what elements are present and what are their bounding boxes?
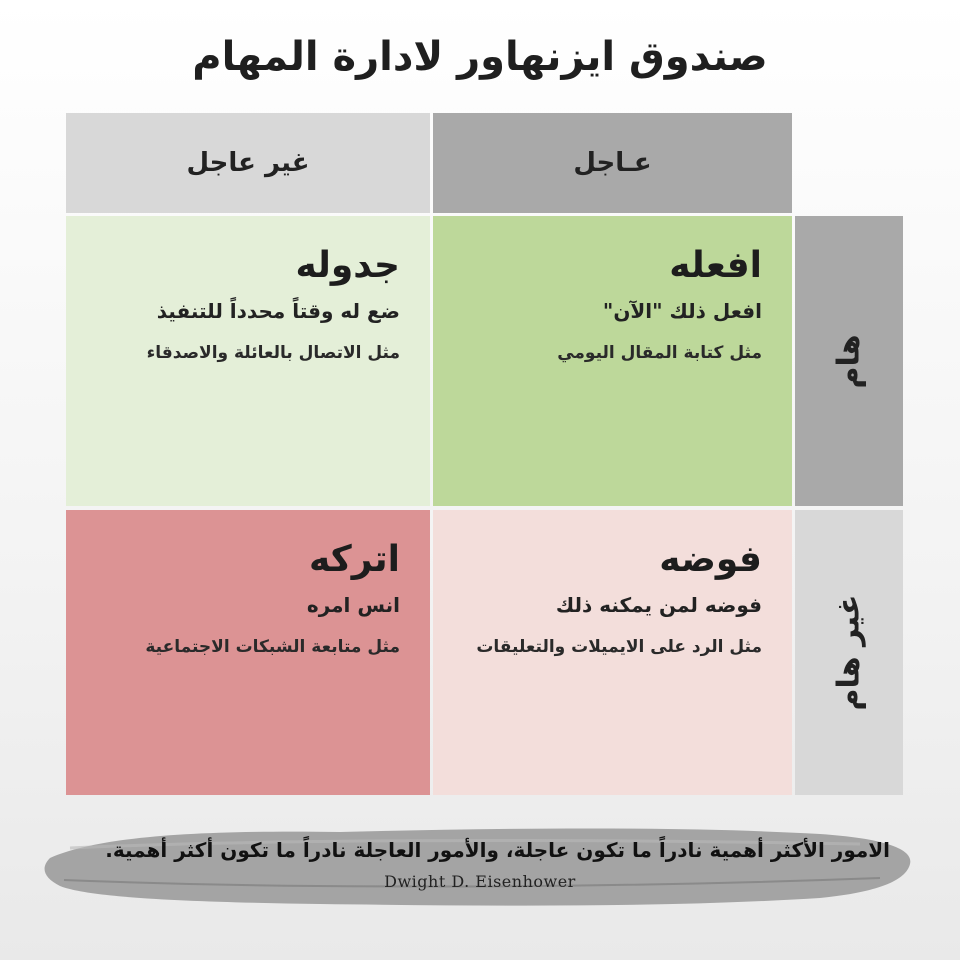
quadrant-schedule-subtitle: ضع له وقتاً محدداً للتنفيذ — [156, 299, 400, 323]
quadrant-delegate-title: فوضه — [659, 539, 762, 580]
quote-text: الامور الأكثر أهمية نادراً ما تكون عاجلة، والأمور العاجلة نادراً ما تكون أكثر أهمية. — [105, 838, 890, 862]
quadrant-schedule-title: جدوله — [295, 245, 400, 286]
quadrant-do — [433, 216, 792, 506]
quadrant-schedule-example: مثل الاتصال بالعائلة والاصدقاء — [146, 343, 400, 363]
row-header-important — [795, 216, 903, 506]
row-label-important: هام — [831, 333, 867, 389]
column-header-urgent — [433, 113, 792, 213]
column-header-not-urgent — [66, 113, 430, 213]
quadrant-do-subtitle: افعل ذلك "الآن" — [602, 299, 762, 323]
quadrant-delete-example: مثل متابعة الشبكات الاجتماعية — [145, 637, 400, 657]
quadrant-do-example: مثل كتابة المقال اليومي — [557, 343, 762, 363]
row-header-not-important — [795, 510, 903, 795]
column-label-urgent: عـاجل — [573, 148, 652, 178]
quadrant-delete — [66, 510, 430, 795]
quadrant-delegate-subtitle: فوضه لمن يمكنه ذلك — [555, 593, 762, 617]
row-label-not-important: غير هام — [831, 594, 867, 711]
quadrant-delegate-example: مثل الرد على الايميلات والتعليقات — [476, 637, 762, 657]
column-label-not-urgent: غير عاجل — [186, 148, 310, 178]
quote-author: Dwight D. Eisenhower — [384, 872, 576, 891]
page-title: صندوق ايزنهاور لادارة المهام — [192, 34, 768, 80]
quadrant-do-title: افعله — [669, 245, 762, 286]
quadrant-delete-title: اتركه — [308, 539, 400, 580]
quadrant-delete-subtitle: انس امره — [306, 593, 400, 617]
quadrant-delegate — [433, 510, 792, 795]
quadrant-schedule — [66, 216, 430, 506]
